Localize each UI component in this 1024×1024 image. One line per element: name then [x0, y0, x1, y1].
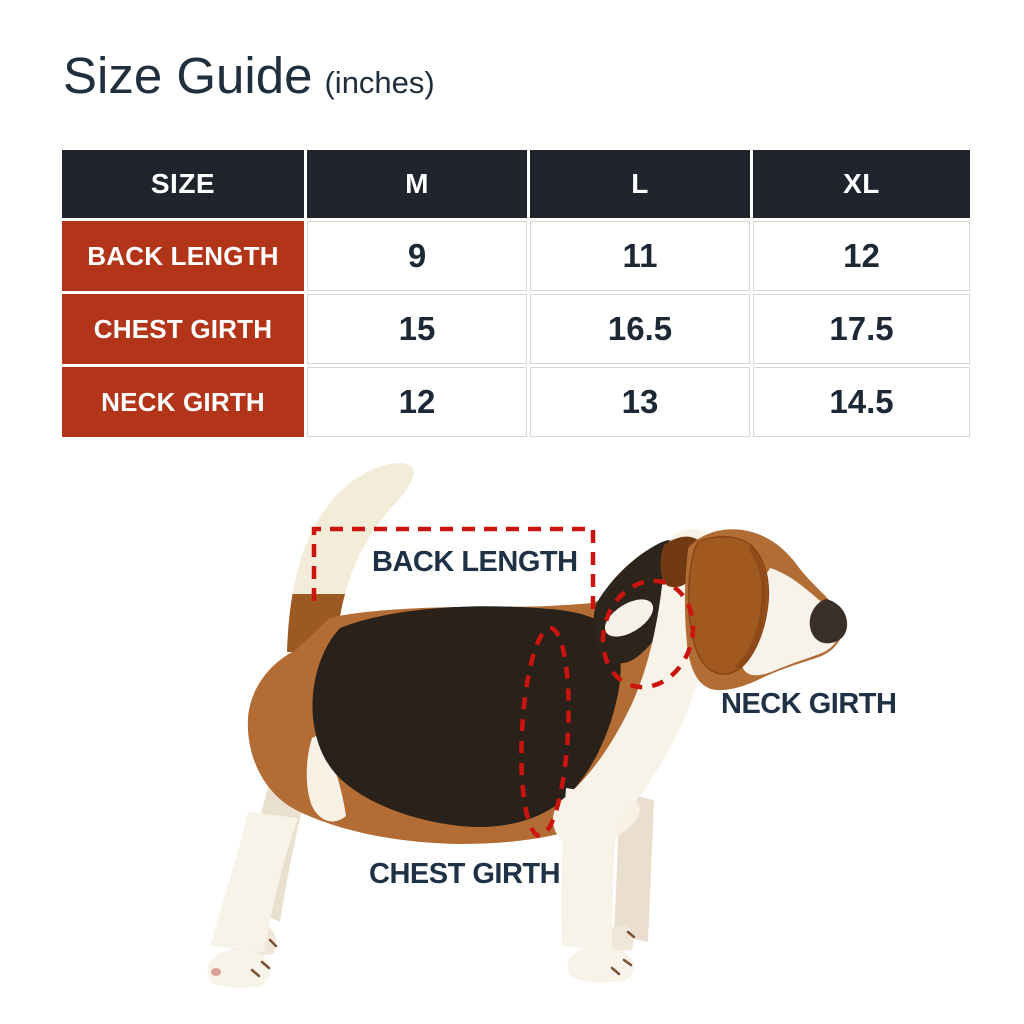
cell-neck-girth-xl: 14.5 — [753, 367, 970, 437]
column-header-m: M — [307, 150, 527, 218]
cell-chest-girth-m: 15 — [307, 294, 527, 364]
cell-back-length-xl: 12 — [753, 221, 970, 291]
dog-illustration — [0, 449, 1024, 1024]
cell-neck-girth-m: 12 — [307, 367, 527, 437]
cell-chest-girth-l: 16.5 — [530, 294, 750, 364]
column-header-xl: XL — [753, 150, 970, 218]
page-title-text: Size Guide — [63, 47, 313, 104]
cell-chest-girth-xl: 17.5 — [753, 294, 970, 364]
row-label-back-length: BACK LENGTH — [62, 221, 304, 291]
cell-back-length-m: 9 — [307, 221, 527, 291]
cell-back-length-l: 11 — [530, 221, 750, 291]
column-header-l: L — [530, 150, 750, 218]
size-table — [62, 150, 970, 437]
row-label-chest-girth: CHEST GIRTH — [62, 294, 304, 364]
page-title-unit: (inches) — [324, 65, 435, 100]
column-header-size: SIZE — [62, 150, 304, 218]
row-label-neck-girth: NECK GIRTH — [62, 367, 304, 437]
cell-neck-girth-l: 13 — [530, 367, 750, 437]
page-title — [63, 46, 435, 105]
chest-girth-label: CHEST GIRTH — [369, 858, 561, 890]
back-length-label: BACK LENGTH — [372, 546, 578, 578]
neck-girth-label: NECK GIRTH — [721, 688, 897, 720]
